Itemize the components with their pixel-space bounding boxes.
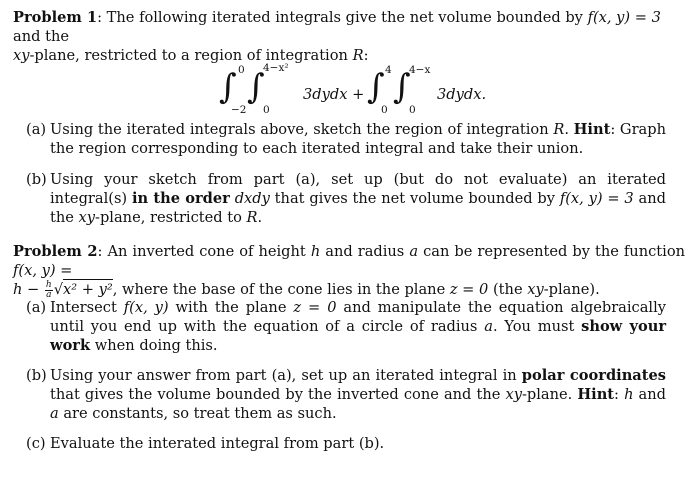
problem2-title: Problem 2	[13, 243, 98, 260]
part-text: Evaluate the interated integral from part (b).	[50, 435, 385, 452]
region-symbol: R	[352, 47, 364, 64]
part-text: .	[257, 209, 263, 226]
height-symbol: h	[310, 243, 321, 260]
part-text: are constants, so treat them as such.	[58, 405, 337, 422]
problem1-title: Problem 1	[13, 9, 98, 26]
problem2-part-a	[26, 298, 666, 355]
function-expression: f(x, y) =	[13, 262, 73, 279]
part-text: Using your answer from part (a), set up an iterated integral in	[50, 367, 522, 384]
iterated-integrals-display	[219, 60, 539, 120]
integrand: 3dydx.	[437, 86, 487, 103]
problem1-part-b	[26, 170, 666, 227]
integral-sign: ∫	[219, 67, 237, 107]
integral-lower-limit: 0	[381, 104, 388, 116]
xy-term: xy	[505, 386, 522, 403]
part-text: with the plane	[168, 299, 294, 316]
minus-sign: −	[22, 281, 44, 298]
problem1-statement	[13, 8, 685, 65]
part-text: : Graph the region corresponding to each iterated integral and take their union.	[50, 121, 667, 157]
hint-label: Hint	[577, 386, 615, 403]
integral-lower-limit: −2	[231, 104, 247, 116]
sqrt-sign: √	[53, 281, 64, 298]
h-over-a-fraction	[45, 281, 53, 300]
problem1-intro-text: :	[363, 47, 369, 64]
part-label: (b)	[26, 171, 47, 188]
part-text: that gives the net volume bounded by	[269, 190, 560, 207]
height-symbol: h	[13, 281, 23, 298]
problem2-text: : An inverted cone of height	[97, 243, 311, 260]
integral-sign: ∫	[367, 67, 385, 107]
emphasis-text: show your work	[50, 318, 667, 354]
integral-lower-limit: 0	[409, 104, 416, 116]
part-text: when doing this.	[90, 337, 218, 354]
integral-lower-limit: 0	[263, 104, 270, 116]
part-text: Using the iterated integrals above, sketch the region of integration	[50, 121, 554, 138]
part-label: (c)	[26, 435, 46, 452]
fraction-denominator: a	[46, 289, 52, 300]
problem1-intro-text: -plane, restricted to a region of integration	[29, 47, 353, 64]
plane-equation: z = 0	[293, 299, 337, 316]
part-text: -plane.	[521, 386, 578, 403]
sqrt-radicand: x² + y²	[63, 281, 113, 298]
hint-label: Hint	[573, 121, 611, 138]
problem2-text: -plane).	[543, 281, 600, 298]
part-text: and	[633, 386, 666, 403]
part-text: . You must	[492, 318, 582, 335]
part-text: and the	[50, 190, 666, 226]
fraction-numerator: h	[45, 279, 52, 290]
height-symbol: h	[624, 386, 634, 403]
function-expression: f(x, y) = 3	[587, 9, 661, 26]
region-symbol: R	[246, 209, 258, 226]
emphasis-text: polar coordinates	[521, 367, 667, 384]
problem2-part-b	[26, 366, 666, 423]
problem2-text: , where the base of the cone lies in the plane	[112, 281, 450, 298]
part-text: that gives the volume bounded by the inverted cone and the	[50, 386, 506, 403]
integral-upper-limit: 4−x	[409, 64, 431, 76]
integral-sign: ∫	[393, 67, 411, 107]
radius-symbol: a	[409, 243, 419, 260]
emphasis-text: in the order	[131, 190, 230, 207]
integration-order: dxdy	[229, 190, 270, 207]
integral-sign: ∫	[247, 67, 265, 107]
integrand: 3dydx +	[303, 86, 365, 103]
xy-term: xy	[13, 47, 30, 64]
integral-upper-limit: 0	[238, 64, 245, 76]
integral-upper-limit: 4	[385, 64, 392, 76]
radius-symbol: a	[484, 318, 493, 335]
part-text: .	[564, 121, 574, 138]
part-label: (a)	[26, 299, 47, 316]
problem2-part-c	[26, 434, 666, 453]
plane-equation: z = 0	[449, 281, 489, 298]
part-text: and manipulate the equation algebraically until you end up with the equation of a circle of radius	[50, 299, 666, 335]
part-label: (b)	[26, 367, 47, 384]
xy-term: xy	[78, 209, 96, 226]
problem1-intro-text: and the	[13, 28, 69, 45]
xy-term: xy	[527, 281, 544, 298]
problem2-statement	[13, 242, 685, 300]
part-text: :	[614, 386, 625, 403]
region-symbol: R	[553, 121, 565, 138]
part-text: Intersect	[50, 299, 124, 316]
part-text: Using your sketch from part (a), set up (but do not evaluate) an iterated integral(s)	[50, 171, 666, 207]
part-text: -plane, restricted to	[95, 209, 247, 226]
problem2-text: (the	[488, 281, 528, 298]
function-expression: f(x, y)	[123, 299, 169, 316]
radius-symbol: a	[50, 405, 59, 422]
function-expression: f(x, y) = 3	[559, 190, 634, 207]
integral-upper-limit: 4−x²	[263, 62, 289, 74]
problem1-part-a	[26, 120, 666, 158]
problem1-intro-text: : The following iterated integrals give the net volume bounded by	[97, 9, 588, 26]
problem2-text: can be represented by the function	[418, 243, 685, 260]
part-label: (a)	[26, 121, 47, 138]
problem2-text: and radius	[320, 243, 410, 260]
